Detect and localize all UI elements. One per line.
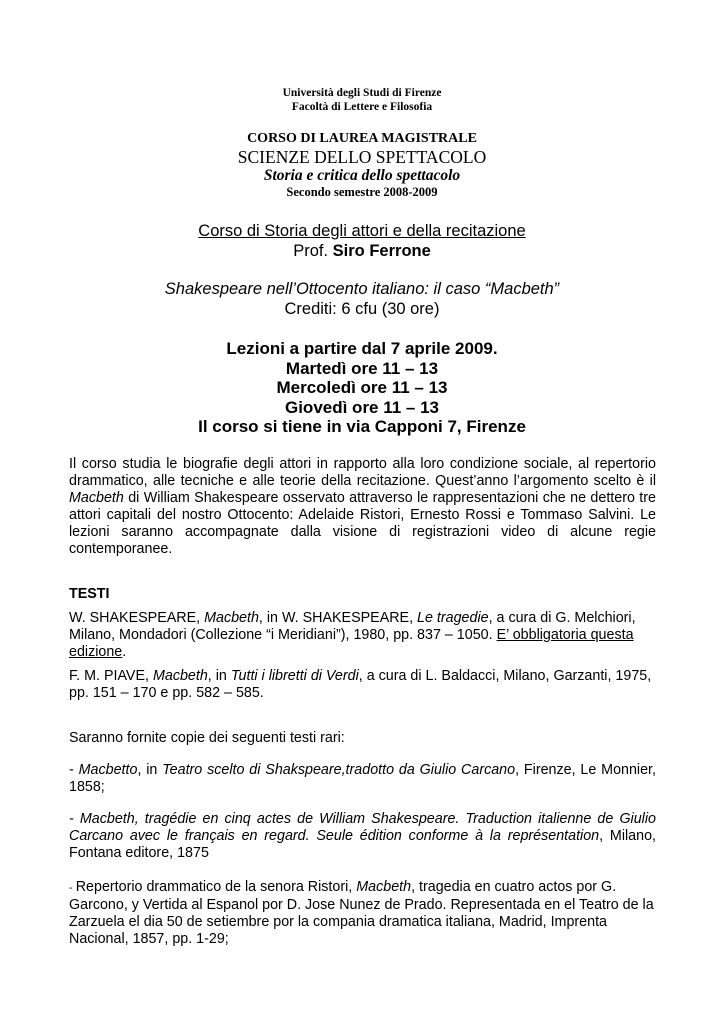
professor-name: Siro Ferrone: [332, 242, 431, 260]
ref1-details: , a cura di G. Melchiori, Milano, Mondadori (Collezione “i Meridiani”), 1980, pp. 837 – 1050.: [69, 610, 636, 643]
ref2-in: , in: [207, 668, 231, 684]
rare3-title: Repertorio drammatico de la senora Ristori,: [75, 879, 357, 895]
professor-prefix: Prof.: [293, 242, 329, 260]
degree-name: CORSO DI LAUREA MAGISTRALE: [247, 131, 477, 146]
rare3-dash: -: [69, 882, 76, 894]
schedule-tuesday: Martedì ore 11 – 13: [285, 358, 439, 378]
semester: Secondo semestre 2008-2009: [286, 185, 438, 199]
reference-piave: [69, 668, 656, 702]
course-credits: Crediti: 6 cfu (30 ore): [284, 300, 440, 318]
faculty-name: Facoltà di Lettere e Filosofia: [291, 101, 433, 113]
description-text: Il corso studia le biografie degli attori in rapporto alla loro condizione sociale, al repertorio drammatico, alle tecniche e alle teorie della recitazione. Quest’anno l’argomento scelto è il: [69, 456, 656, 489]
ref1-collection: Le tragedie: [417, 610, 489, 626]
ref1-title: Macbeth: [204, 610, 259, 626]
rare-text-macbetto: [69, 762, 656, 796]
course-title: Corso di Storia degli attori e della recitazione: [198, 222, 526, 240]
course-description: [69, 456, 656, 558]
rare1-dash: -: [69, 762, 79, 778]
ref1-in: , in W. SHAKESPEARE,: [258, 610, 418, 626]
ref2-author: F. M. PIAVE,: [69, 668, 153, 684]
schedule-thursday: Giovedì ore 11 – 13: [284, 397, 440, 417]
course-info: [0, 221, 724, 319]
rare1-collection: Teatro scelto di Shakspeare,tradotto da Giulio Carcano: [162, 762, 516, 778]
ref1-end: .: [122, 644, 127, 660]
description-work: Macbeth: [69, 490, 124, 506]
professor-line: [0, 241, 724, 261]
ref2-details: , a cura di L. Baldacci, Milano, Garzanti, 1975, pp. 151 – 170 e pp. 582 – 585.: [69, 668, 652, 701]
rare-text-repertorio: [69, 879, 656, 948]
university-name: Università degli Studi di Firenze: [282, 87, 442, 99]
ref1-author: W. SHAKESPEARE,: [69, 610, 205, 626]
rare3-work: Macbeth: [356, 879, 412, 895]
curriculum-name: Storia e critica dello spettacolo: [263, 167, 461, 184]
ref2-title: Macbeth: [152, 668, 208, 684]
description-text-cont: di William Shakespeare osservato attraverso le rappresentazioni che ne dettero tre attori capitali del nostro Ottocento: Adelaide Ristori, Ernesto Rossi e Tommaso Salvini. Le lezioni saranno accompagnate dalla visione di registrazioni video di alcune regie contemporanee.: [69, 490, 656, 557]
schedule-start: Lezioni a partire dal 7 aprile 2009.: [226, 339, 498, 358]
program-name: SCIENZE DELLO SPETTACOLO: [237, 147, 487, 167]
ref2-collection: Tutti i libretti di Verdi: [230, 668, 359, 684]
schedule: [0, 339, 724, 437]
rare-texts-intro: Saranno fornite copie dei seguenti testi rari:: [69, 730, 345, 746]
texts-heading: TESTI: [69, 586, 110, 602]
reference-shakespeare: [69, 610, 656, 661]
ref1-note: E’ obbligatoria questa edizione: [69, 627, 634, 660]
rare2-title: - Macbeth, tragédie en cinq actes de William Shakespeare. Traduction italienne de Giulio Carcano avec le français en regard. Seule édition conforme à la représentation: [69, 811, 656, 844]
rare1-in: , in: [137, 762, 163, 778]
rare1-details: , Firenze, Le Monnier, 1858;: [69, 762, 657, 795]
schedule-location: Il corso si tiene in via Capponi 7, Firenze: [198, 417, 526, 436]
rare1-title: Macbetto: [78, 762, 138, 778]
course-subtitle: Shakespeare nell’Ottocento italiano: il caso “Macbeth”: [164, 280, 560, 298]
schedule-wednesday: Mercoledì ore 11 – 13: [276, 378, 448, 397]
rare-text-tragedie: [69, 811, 656, 862]
rare2-details: , Milano, Fontana editore, 1875: [69, 828, 656, 861]
rare3-details: , tragedia en cuatro actos por G. Garcono, y Vertida al Espanol por D. Jose Nunez de Prado. Representada en el Teatro de la Zarzuela el dia 50 de setiembre por la compania dramatica italiana, Madrid, Imprenta Nacional, 1857, pp. 1-29;: [69, 879, 654, 947]
header: [0, 86, 724, 200]
